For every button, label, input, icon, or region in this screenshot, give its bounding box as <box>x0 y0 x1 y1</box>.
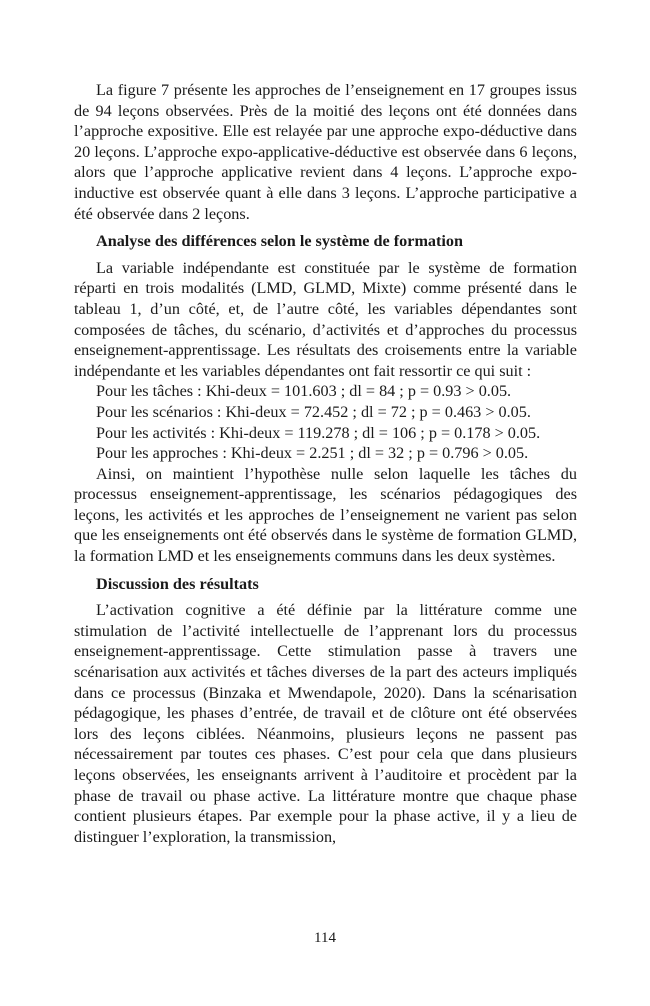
page-body <box>74 80 577 847</box>
stat-line-approches: Pour les approches : Khi-deux = 2.251 ; dl = 32 ; p = 0.796 > 0.05. <box>96 444 529 463</box>
section-heading-discussion: Discussion des résultats <box>96 574 259 593</box>
section-heading-analysis: Analyse des différences selon le système de formation <box>96 232 464 251</box>
page-number: 114 <box>314 930 336 946</box>
stat-line-taches: Pour les tâches : Khi-deux = 101.603 ; dl = 84 ; p = 0.93 > 0.05. <box>96 382 512 401</box>
paragraph-discussion: L’activation cognitive a été définie par la littérature comme une stimulation de l’activité intellectuelle de l’apprenant lors du processus enseignement-apprentissage. Cette stimulation passe à travers une scénarisation aux activités et tâches diverses de la part des acteurs impliqués dans ce processus (Binzaka et Mwendapole, 2020). Dans la scénarisation pédagogique, les phases d’entrée, de travail et de clôture ont été observées lors des leçons ciblées. Néanmoins, plusieurs leçons ne passent pas nécessairement par toutes ces phases. C’est pour cela que dans plusieurs leçons observées, les enseignants arrivent à l’auditoire et procèdent par la phase de travail ou phase active. La littérature montre que chaque phase contient plusieurs étapes. Par exemple pour la phase active, il y a lieu de distinguer l’exploration, la transmission, <box>74 601 577 846</box>
stat-line-activites: Pour les activités : Khi-deux = 119.278 ; dl = 106 ; p = 0.178 > 0.05. <box>96 423 541 442</box>
stat-line-scenarios: Pour les scénarios : Khi-deux = 72.452 ; dl = 72 ; p = 0.463 > 0.05. <box>96 402 531 421</box>
paragraph-figure-7: La figure 7 présente les approches de l’enseignement en 17 groupes issus de 94 leçons observées. Près de la moitié des leçons ont été données dans l’approche expositive. Elle est relayée par une approche expo-déductive dans 20 leçons. L’approche expo-applicative-déductive est observée dans 6 leçons, alors que l’approche applicative revient dans 4 leçons. L’approche expo-inductive est observée quant à elle dans 3 leçons. L’approche participative a été observée dans 2 leçons. <box>74 81 577 223</box>
paragraph-variables: La variable indépendante est constituée par le système de formation réparti en trois modalités (LMD, GLMD, Mixte) comme présenté dans le tableau 1, d’un côté, et, de l’autre côté, les variables dépendantes sont composées de tâches, du scénario, d’activités et d’approches du processus enseignement-apprentissage. Les résultats des croisements entre la variable indépendante et les variables dépendantes ont fait ressortir ce qui suit : <box>74 258 577 380</box>
paragraph-hypothesis: Ainsi, on maintient l’hypothèse nulle selon laquelle les tâches du processus enseignement-apprentissage, les scénarios pédagogiques des leçons, les activités et les approches de l’enseignement ne varient pas selon que les enseignements ont été observés dans le système de formation GLMD, la formation LMD et les enseignements communs dans les deux systèmes. <box>74 464 577 566</box>
